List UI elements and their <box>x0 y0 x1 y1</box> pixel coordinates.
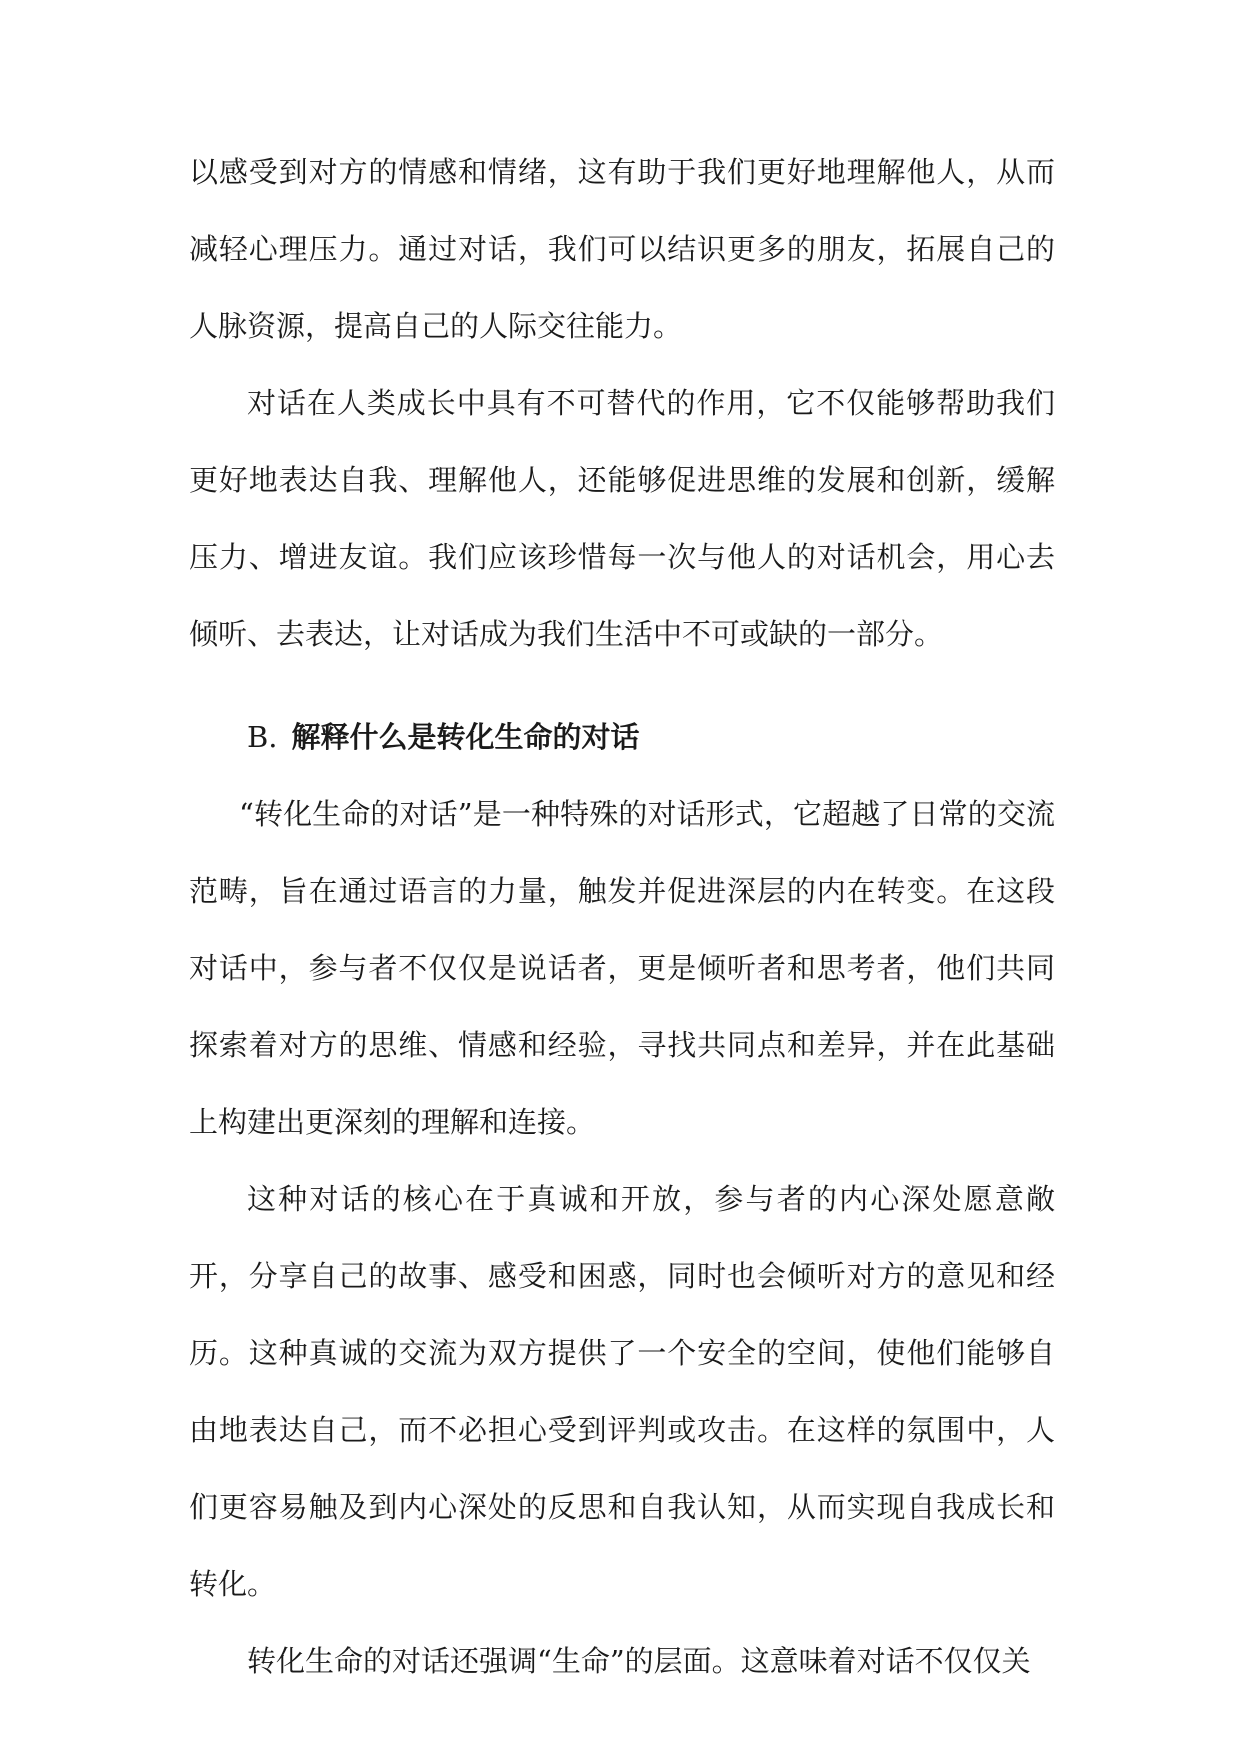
paragraph-dialogue-role: 对话在人类成长中具有不可替代的作用，它不仅能够帮助我们更好地表达自我、理解他人，还能够促进思维的发展和创新，缓解压力、增进友谊。我们应该珍惜每一次与他人的对话机会，用心去倾听、去表达，让对话成为我们生活中不可或缺的一部分。 <box>189 386 1055 651</box>
paragraph-continued: 以感受到对方的情感和情绪，这有助于我们更好地理解他人，从而减轻心理压力。通过对话，我们可以结识更多的朋友，拓展自己的人脉资源，提高自己的人际交往能力。 <box>189 155 1055 343</box>
section-title: 解释什么是转化生命的对话 <box>291 720 640 754</box>
paragraph-core: 这种对话的核心在于真诚和开放，参与者的内心深处愿意敞开，分享自己的故事、感受和困惑，同时也会倾听对方的意见和经历。这种真诚的交流为双方提供了一个安全的空间，使他们能够自由地表达自己，而不必担心受到评判或攻击。在这样的氛围中，人们更容易触及到内心深处的反思和自我认知，从而实现自我成长和转化。 <box>189 1182 1055 1601</box>
section-number: B. <box>247 720 278 754</box>
document-body <box>189 134 1055 1700</box>
paragraph-life-aspect: 转化生命的对话还强调“生命”的层面。这意味着对话不仅仅关 <box>247 1644 1031 1678</box>
section-heading <box>189 699 1055 776</box>
paragraph-definition: “转化生命的对话”是一种特殊的对话形式，它超越了日常的交流范畴，旨在通过语言的力量，触发并促进深层的内在转变。在这段对话中，参与者不仅仅是说话者，更是倾听者和思考者，他们共同探索着对方的思维、情感和经验，寻找共同点和差异，并在此基础上构建出更深刻的理解和连接。 <box>189 797 1055 1139</box>
